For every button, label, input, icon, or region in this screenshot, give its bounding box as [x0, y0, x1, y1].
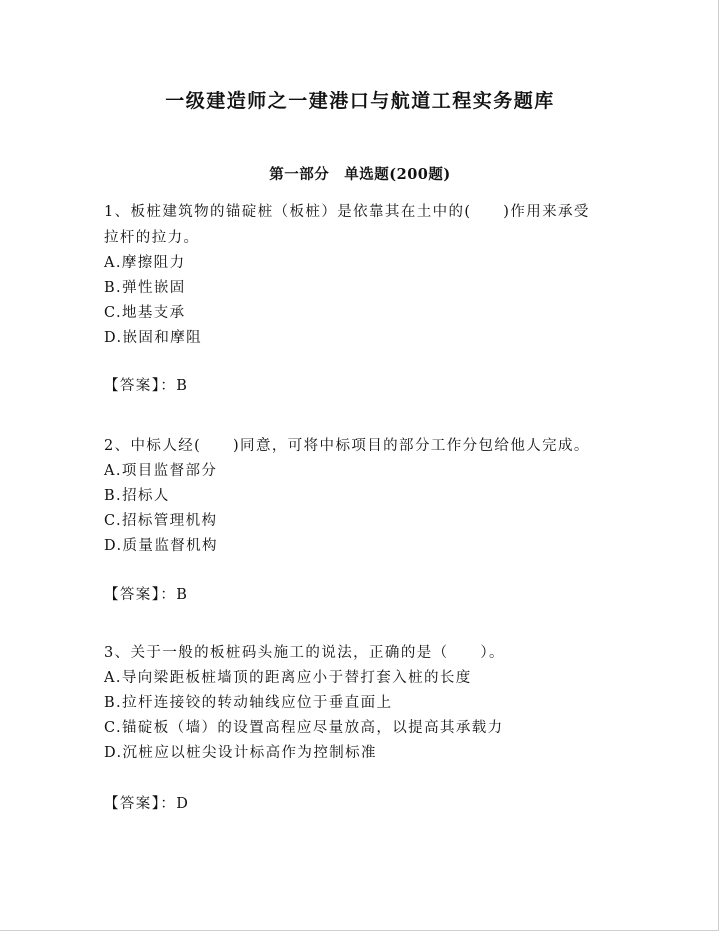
question-2-option-d: D.质量监督机构 — [104, 538, 218, 554]
question-1-answer: 【答案】：B — [104, 378, 189, 394]
section-title: 第一部分 单选题(200题) — [269, 166, 451, 183]
question-3-options — [104, 666, 624, 766]
question-3-option-d: D.沉桩应以桩尖设计标高作为控制标准 — [104, 745, 377, 761]
question-2-option-b: B.招标人 — [104, 488, 170, 504]
question-2-options — [104, 459, 624, 559]
question-3-option-c: C.锚碇板（墙）的设置高程应尽量放高，以提高其承载力 — [104, 720, 504, 736]
question-1 — [104, 199, 624, 351]
question-2 — [104, 433, 624, 559]
question-2-option-c: C.招标管理机构 — [104, 513, 218, 529]
question-1-option-b: B.弹性嵌固 — [104, 280, 186, 296]
question-2-option-a: A.项目监督部分 — [104, 463, 218, 479]
question-1-option-a: A.摩擦阻力 — [104, 255, 186, 271]
document-title: 一级建造师之一建港口与航道工程实务题库 — [165, 90, 555, 112]
question-2-answer: 【答案】：B — [104, 587, 189, 603]
question-3 — [104, 640, 624, 766]
question-1-stem-line-2: 拉杆的拉力。 — [104, 230, 200, 246]
question-3-answer: 【答案】：D — [104, 796, 190, 812]
question-1-stem-line-1: 1、板桩建筑物的锚碇桩（板桩）是依靠其在土中的( )作用来承受 — [104, 204, 590, 220]
question-3-option-a: A.导向梁距板桩墙顶的距离应小于替打套入桩的长度 — [104, 670, 472, 686]
question-1-option-d: D.嵌固和摩阻 — [104, 330, 203, 346]
question-2-stem: 2、中标人经( )同意，可将中标项目的部分工作分包给他人完成。 — [104, 438, 590, 454]
question-3-stem: 3、关于一般的板桩码头施工的说法，正确的是（ ）。 — [104, 645, 505, 661]
question-3-option-b: B.拉杆连接铰的转动轴线应位于垂直面上 — [104, 695, 393, 711]
question-1-option-c: C.地基支承 — [104, 305, 186, 321]
question-1-options — [104, 251, 624, 351]
